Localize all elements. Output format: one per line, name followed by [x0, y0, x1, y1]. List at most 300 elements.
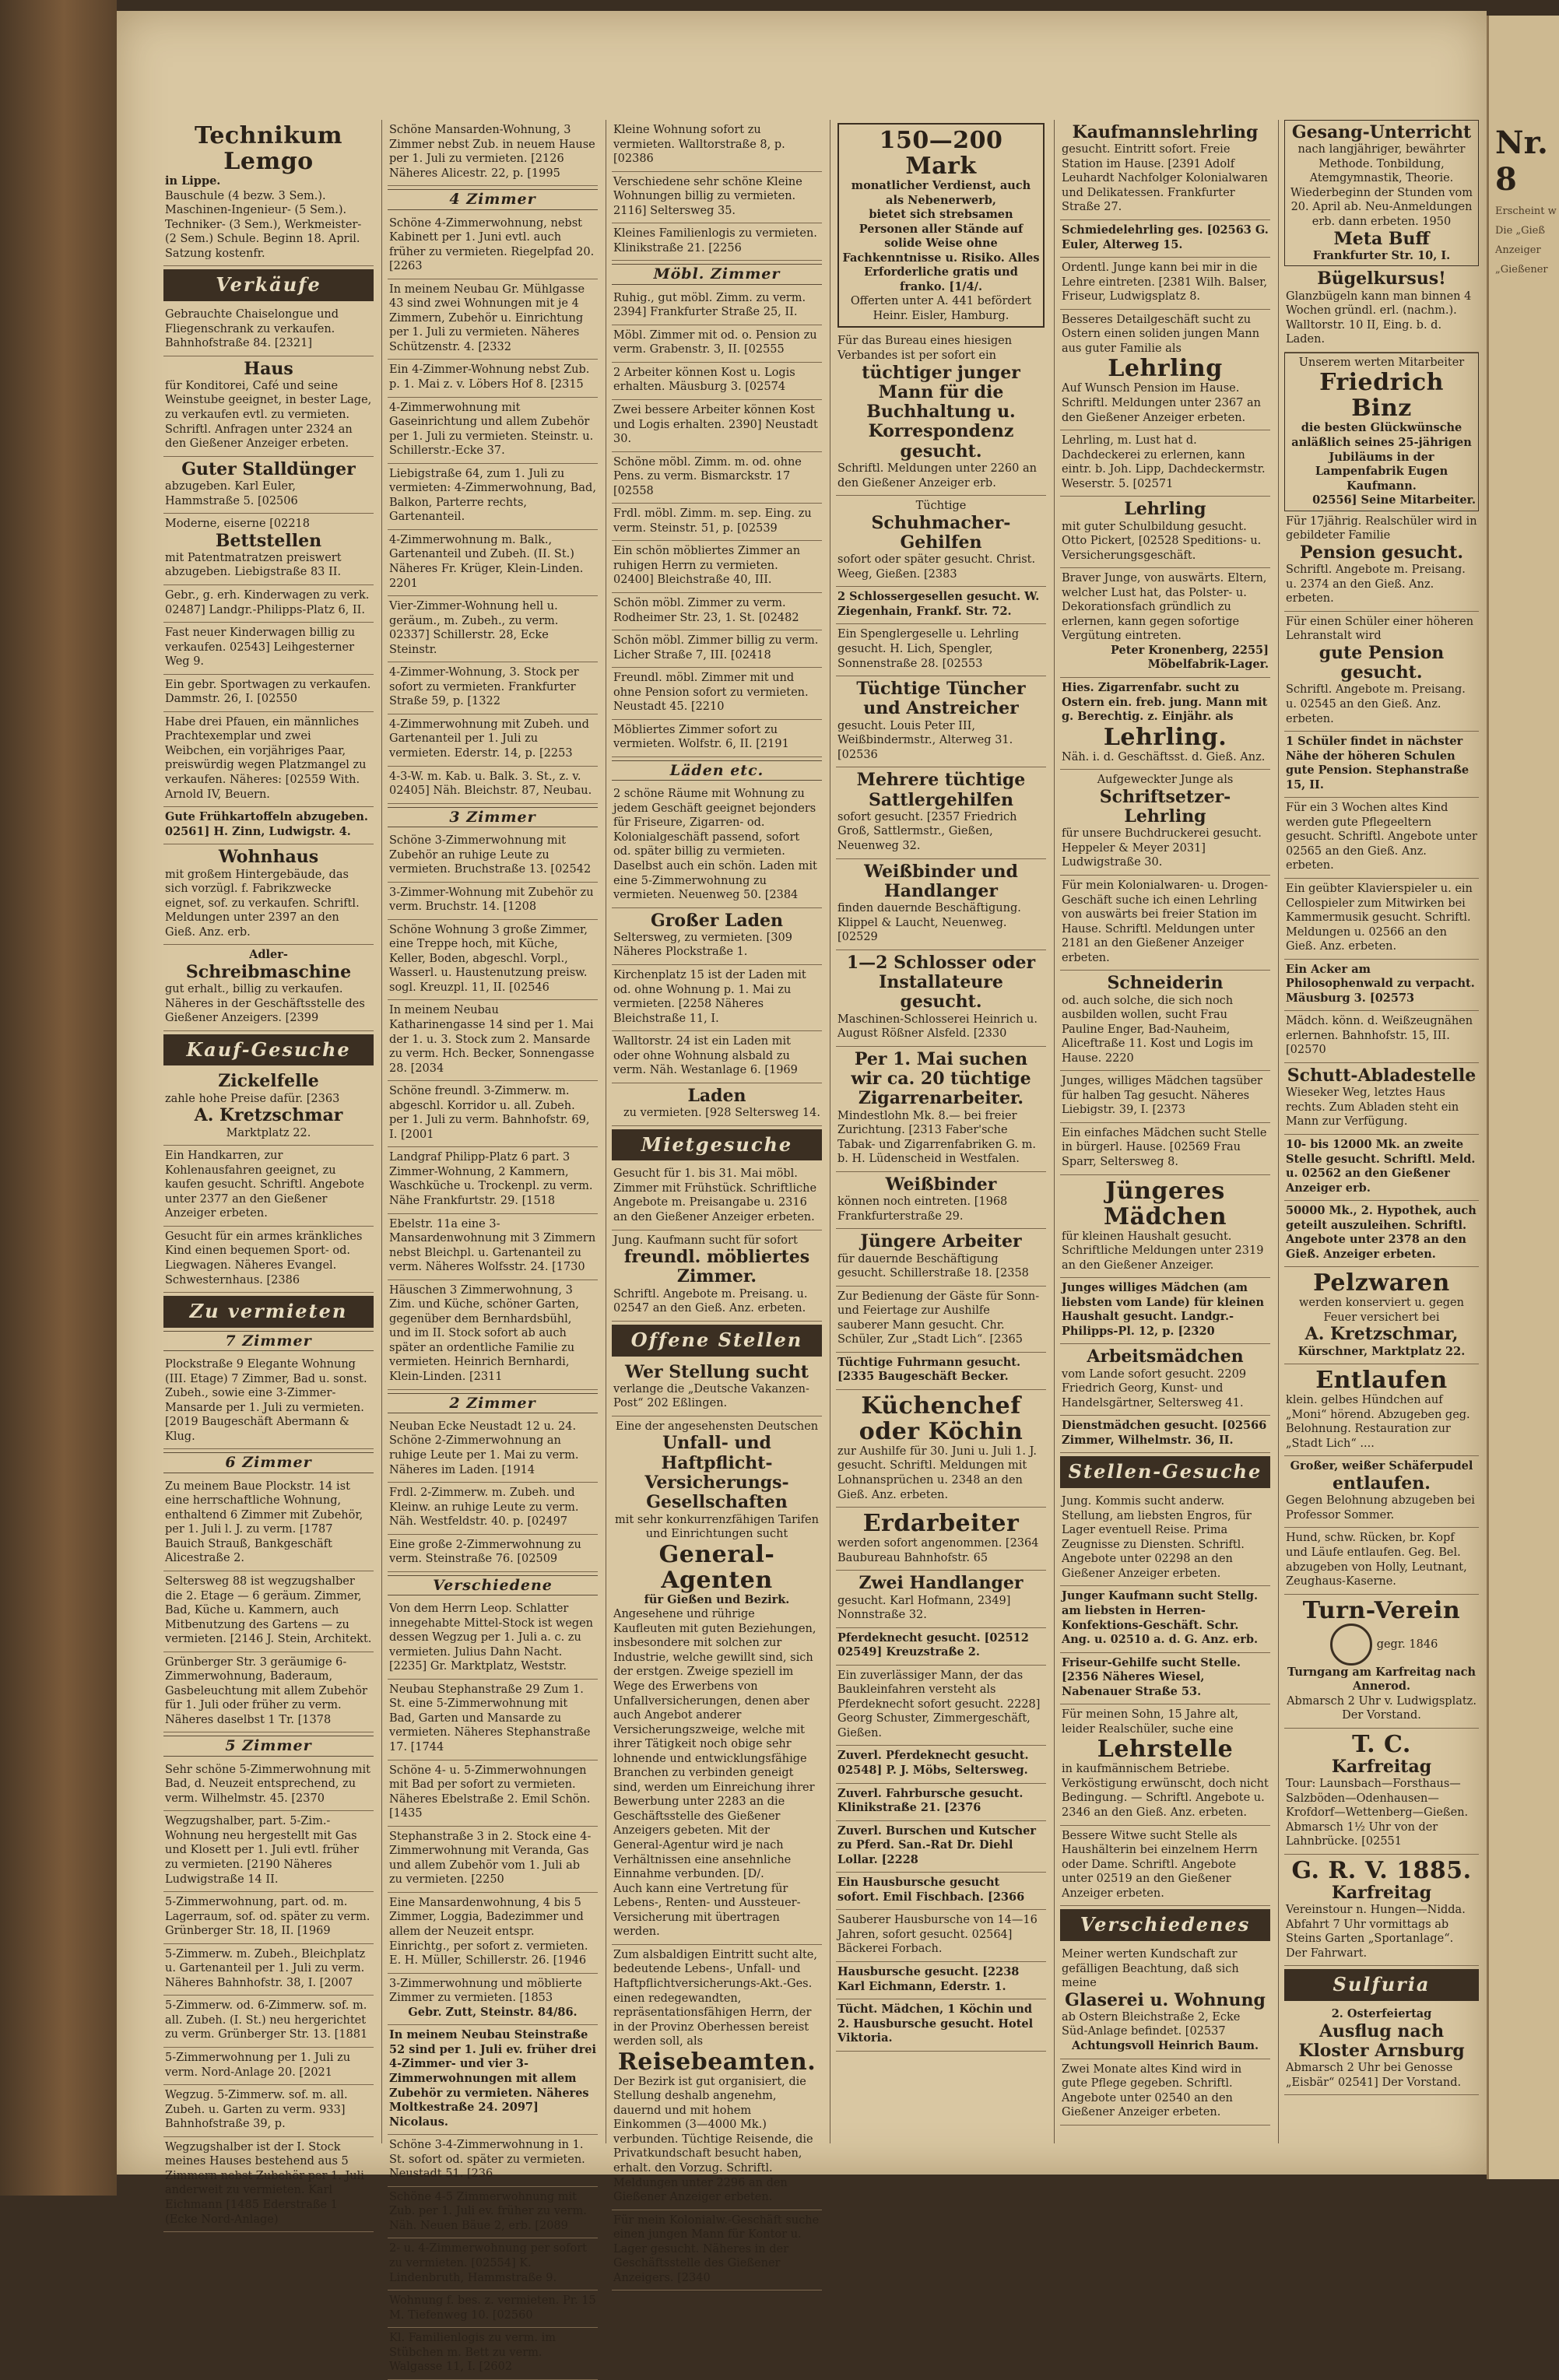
ad-wegzug-2: [163, 2085, 374, 2137]
ad-schmiedelehrling: [1060, 220, 1270, 258]
ad-sattler: [836, 767, 1046, 858]
ad-5-zimmer-d: [163, 2048, 374, 2085]
ad-body: 5-Zimmerw. od. 6-Zimmerw. sof. m. all. Zubeh. (I. St.) neu hergerichtet zu verm. Grünberger Str. 13. [1881: [165, 1999, 368, 2041]
ad-title: Wohnhaus: [218, 847, 319, 868]
ad-body: gesucht. Karl Hofmann, 2349] Nonnstraße 32.: [837, 1594, 1011, 1622]
ad-body: Sauberer Hausbursche von 14—16 Jahren, sofort gesucht. 02564] Bäckerei Forbach.: [837, 1914, 1038, 1956]
ad-title: Entlaufen: [1315, 1367, 1448, 1395]
ad-title: Per 1. Mai suchen wir ca. 20 tüchtige Zigarrenarbeiter.: [851, 1048, 1031, 1109]
ad-body: Schöne 4- u. 5-Zimmerwohnungen mit Bad per sofort zu vermieten. Näheres Ebelstraße 2. Emil Schön. [1435: [389, 1764, 591, 1820]
ad-body: Schöne möbl. Zimm. m. od. ohne Pens. zu verm. Bismarckstr. 17 [02558: [613, 455, 802, 497]
ad-schoene-4: [388, 2187, 598, 2239]
ad-body: Stephanstraße 3 in 2. Stock eine 4-Zimmerwohnung mit Veranda, Gas und allem Zubehör vom 1. Juli ab zu vermieten. [2250: [389, 1830, 592, 1887]
ad-body: Ein gebr. Sportwagen zu verkaufen. Dammstr. 26, I. [02550: [165, 678, 371, 706]
ad-balkon: [388, 360, 598, 397]
ad-ein-schoenes: [612, 541, 822, 593]
ad-kirchenplatz: [612, 965, 822, 1031]
ad-title: Weißbinder: [885, 1174, 997, 1195]
ad-body: gesucht. Louis Peter III, Weißbindermstr., Alterweg 31. [02536: [837, 719, 1013, 761]
ad-schoene-wohnung: [388, 920, 598, 1001]
ad-title: Tüchtige Tüncher und Anstreicher: [856, 679, 1026, 719]
ad-body: Häuschen 3 Zimmerwohnung, 3 Zim. und Küche, schöner Garten, gegenüber dem Bernhardsbühl, und im II. Stock sofort ab auch später an ordentliche Familie zu vermieten. Heinrich Bernhardi, Klein-Linden. [2311: [389, 1283, 579, 1383]
ad-title: Zickelfelle: [218, 1071, 319, 1092]
ad-body: Tüchtige Fuhrmann gesucht. [2335 Baugeschäft Becker.: [837, 1355, 1021, 1384]
ad-title: 1—2 Schlosser oder Installateure gesucht.: [846, 952, 1036, 1013]
ad-body: werden sofort angenommen. [2364 Baubureau Bahnhofstr. 65: [837, 1537, 1039, 1564]
ad-acker: [1284, 960, 1479, 1012]
ad-body: Schöne Wohnung 3 große Zimmer, eine Treppe hoch, mit Küche, Keller, Boden, abgeschl. Vorpl., Wasserl. u. Haustenutzung preisw. sogl. Kreuzpl. 11, II. [02546: [389, 923, 588, 994]
ad-schneiderin: [1060, 971, 1270, 1071]
ad-body: Auf Wunsch Pension im Hause. Schriftl. Meldungen unter 2367 an den Gießener Anzeiger erbeten.: [1062, 382, 1261, 424]
ad-title: gute Pension gesucht.: [1318, 642, 1445, 683]
subsection-7-zimmer: 7 Zimmer: [163, 1331, 374, 1351]
ad-title: Unfall- und Haftpflicht-Versicherungs-Gesellschaften: [644, 1433, 789, 1513]
ad-body: verlange die „Deutsche Vakanzen-Post“ 202 Eßlingen.: [613, 1382, 809, 1410]
ad-junge: [1060, 258, 1270, 310]
adjacent-line: Anzeiger: [1495, 244, 1541, 256]
ad-body: mit guter Schulbildung gesucht. Otto Pickert, [02528 Speditions- u. Versicherungsgeschäft.: [1062, 520, 1262, 562]
ad-signature: Meta Buff: [1333, 228, 1430, 249]
ad-polster: [1060, 568, 1270, 678]
ad-sulfuria: [1284, 2004, 1479, 2095]
ad-steinstr: [388, 2025, 598, 2135]
column-6: [1284, 120, 1479, 2143]
ad-title: freundl. möbliertes Zimmer.: [623, 1247, 810, 1287]
ad-kutscher: [836, 1821, 1046, 1873]
ad-zuverl-mann: [836, 1666, 1046, 1746]
ad-body: nach langjähriger, bewährter Methode. Tonbildung, Atemgymnastik, Theorie. Wiederbeginn der Stunden vom 20. April ab. Neu-Anmeldungen erb. dann erbeten. 1950: [1290, 143, 1473, 229]
ad-pferdeknecht: [836, 1628, 1046, 1666]
ad-body: Zwei Monate altes Kind wird in gute Pflege gegeben. Schriftl. Angebote unter 02540 an den Gießener Anzeiger erbeten.: [1062, 2062, 1242, 2119]
ad-kinderwagen-2: [163, 623, 374, 675]
ad-body: Schöne Mansarden-Wohnung, 3 Zimmer nebst Zub. in neuem Hause per 1. Juli zu vermieten. [2126 Näheres Alicestr. 22, p. [1995: [389, 124, 595, 180]
subsection-2-zimmer: 2 Zimmer: [388, 1393, 598, 1413]
ad-title: Glaserei u. Wohnung: [1065, 1989, 1266, 2010]
ad-bettstellen: [163, 514, 374, 585]
ad-zwei-raeume: [612, 784, 822, 907]
ad-signature: Peter Kronenberg, 2255] Möbelfabrik-Lager.: [1110, 643, 1269, 672]
ad-body: Braver Junge, von auswärts. Eltern, welcher Lust hat, das Polster- u. Dekorationsfach gründlich zu erlernen, kann gegen sofortige Vergütung eintreten.: [1062, 572, 1267, 643]
ad-body: Für das Bureau eines hiesigen Verbandes ist per sofort ein: [837, 335, 1013, 363]
ad-body: 2- u. 4-Zimmerwohnung per sofort zu vermieten. [02554] K. Lindenbruth, Hammstraße 9.: [389, 2242, 587, 2284]
ad-body: Junges williges Mädchen (am liebsten vom Lande) für kleinen Haushalt gesucht. Landgr.-Philipps-Pl. 12, p. [2320: [1062, 1281, 1265, 1338]
ad-body: Freundl. möbl. Zimmer mit und ohne Pension sofort zu vermieten. Neustadt 45. [2210: [613, 672, 809, 714]
ad-pension: [1284, 511, 1479, 612]
ad-body: können noch eintreten. [1968 Frankfurterstraße 29.: [837, 1195, 1008, 1223]
ad-4-zimmer: [388, 213, 598, 279]
ad-pension-2: [1284, 612, 1479, 732]
ad-body: Schön möbl. Zimmer zu verm. Rodheimer Str. 23, 1. St. [02482: [613, 596, 799, 624]
ad-subtitle: Großer, weißer Schäferpudel: [1290, 1459, 1473, 1473]
ad-grosse-2: [388, 1535, 598, 1572]
ad-body: Hies. Zigarrenfabr. sucht zu Ostern ein. freb. jung. Mann mit g. Berechtig. z. Einjähr. als: [1062, 681, 1268, 724]
section-banner-mietgesuche: Mietgesuche: [612, 1129, 822, 1161]
section-banner-offene-stellen: Offene Stellen: [612, 1325, 822, 1357]
ad-title: Schutt-Abladestelle: [1287, 1065, 1476, 1086]
ad-body: Gesucht für ein armes kränkliches Kind einen bequemen Sport- od. Liegwagen. Näheres Evangel. Schwesternhaus. [2386: [165, 1230, 363, 1287]
ad-body: Schriftl. Angebote m. Preisang. u. 2374 an den Gieß. Anz. erbeten.: [1286, 563, 1466, 606]
ad-gas-4: [388, 398, 598, 464]
ad-body: Zu meinem Baue Plockstr. 14 ist eine herrschaftliche Wohnung, enthaltend 6 Zimmer mit Zubehör, per 1. Juli l. J. zu verm. [1787 Bauich Strauß, Bankgeschäft Alicestraße 2.: [165, 1480, 363, 1565]
ad-body: Der Bezirk ist gut organisiert, die Stellung deshalb angenehm, dauernd und mit hohem Einkommen (3—4000 Mk.) verbunden. Tüchtige Reisende, die Privatkundschaft besucht haben, erhalt. den Vorzug. Schriftl. Meldungen unter 2296 an den Gießener Anzeiger erbeten.: [613, 2075, 813, 2204]
ad-hotel-viktoria: [836, 1999, 1046, 2052]
ad-friseur-gehilfe: [1060, 1653, 1270, 1705]
column-divider: [1054, 120, 1055, 2143]
ad-body: Für meinen Sohn, 15 Jahre alt, leider Realschüler, suche eine: [1062, 1708, 1239, 1736]
ad-body: Grünberger Str. 3 geräumige 6-Zimmerwohnung, Baderaum, Gasbeleuchtung mit allem Zubehör für 1. Juli oder früher zu verm. Näheres daselbst 1 Tr. [1378: [165, 1655, 367, 1726]
ad-glaserei: [1060, 1944, 1270, 2059]
ad-title: G. R. V. 1885.: [1291, 1856, 1472, 1884]
ad-body: Ein 4-Zimmer-Wohnung nebst Zub. p. 1. Mai z. v. Löbers Hof 8. [2315: [389, 363, 590, 391]
ad-body: werden konserviert u. gegen Feuer versichert bei: [1299, 1297, 1464, 1324]
ad-body: Zum alsbaldigen Eintritt sucht alte, bedeutende Lebens-, Unfall- und Haftpflichtversicherungs-Akt.-Ges. einen redegewandten, repräsentationsfähigen Herrn, der in der Provinz Oberhessen bereist werden soll, als: [613, 1948, 817, 2048]
ad-body: Schöne 3-4-Zimmerwohnung in 1. St. sofort od. später zu vermieten. Neustadt 51. [236: [389, 2139, 585, 2181]
ad-title: Weißbinder und Handlanger: [864, 861, 1018, 901]
ad-title: Friedrich Binz: [1319, 369, 1444, 423]
column-2: [388, 120, 598, 2374]
subsection-verschiedene: Verschiedene: [388, 1575, 598, 1595]
ad-body: Maschinen-Schlosserei Heinrich u. August Rößner Alsfeld. [2330: [837, 1013, 1038, 1041]
ad-zimmer-pr: [388, 2238, 598, 2290]
ad-title: Schriftsetzer-Lehrling: [1099, 786, 1231, 827]
ad-title: Zwei Handlanger: [859, 1573, 1024, 1594]
ad-body: Gute Frühkartoffeln abzugeben. 02561] H. Zinn, Ludwigstr. 4.: [165, 810, 368, 838]
ad-wegzug: [163, 1811, 374, 1892]
turnverein-emblem-icon: [1330, 1624, 1372, 1666]
ad-body: Kleines Familienlogis zu vermieten. Klinikstraße 21. [2256: [613, 227, 817, 254]
ad-body: Schöne 3-Zimmerwohnung mit Zubehör an ruhige Leute zu vermieten. Bruchstraße 13. [02542: [389, 834, 592, 876]
ad-body: 4-Zimmerwohnung mit Gaseinrichtung und allem Zubehör per 1. Juli zu vermieten. Steinstr. u. Schillerstr.-Ecke 37.: [389, 401, 594, 458]
ad-body: Zur Bedienung der Gäste für Sonn- und Feiertage zur Aushilfe sauberer Mann gesucht. Chr. Schüler, Zur „Stadt Lich“. [2365: [837, 1290, 1040, 1346]
ad-title: Schuhmacher-Gehilfen: [871, 512, 1011, 553]
ad-body: 3-Zimmerwohnung und möblierte Zimmer zu vermieten. [1853: [389, 1977, 582, 2005]
ad-handkarren: [163, 1146, 374, 1227]
ad-zigarrenarbeiter: [836, 1047, 1046, 1172]
ad-weissbinder: [836, 859, 1046, 950]
ad-body: mit Patentmatratzen preiswert abzugeben. Liebigstraße 83 II.: [165, 551, 342, 579]
ad-body: In meinem Neubau Gr. Mühlgasse 43 sind zwei Wohnungen mit je 4 Zimmern, Zubehör u. Einrichtung per 1. Juli zu vermieten. Näheres Schützenstr. 4. [2332: [389, 283, 585, 353]
ad-body: Turngang am Karfreitag nach Annerod.: [1287, 1665, 1476, 1694]
ad-title: Arbeitsmädchen: [1087, 1346, 1244, 1367]
ad-body: Von dem Herrn Leop. Schlatter innegehabte Mittel-Stock ist wegen dessen Wegzug per 1. Juli a. c. zu vermieten. Julius Dahn Nacht. [2235] Gr. Marktplatz, Weststr.: [389, 1602, 594, 1673]
ad-title: Großer Laden: [650, 910, 784, 931]
ad-lehrstelle: [1060, 1704, 1270, 1825]
column-5: [1060, 120, 1270, 2143]
ad-body: Bessere Witwe sucht Stelle als Haushälterin bei einzelnem Herrn oder Dame. Schriftl. Angebote unter 02519 an den Gießener Anzeiger erbeten.: [1062, 1829, 1258, 1900]
ad-zigarrenfabrik: [1060, 678, 1270, 770]
ad-body: 4-Zimmerwohnung m. Balk., Gartenanteil und Zubeh. (II. St.) Näheres Fr. Krüger, Klein-Linden. 2201: [389, 533, 584, 590]
ad-body: Neubau Stephanstraße 29 Zum 1. St. eine 5-Zimmerwohnung mit Bad, Garten und Mansarde zu vermieten. Näheres Stephanstraße 17. [1744: [389, 1683, 591, 1754]
book-binding: [0, 0, 117, 2196]
ad-lehrling-2: [1060, 497, 1270, 568]
ad-body: Walltorstr. 24 ist ein Laden mit oder ohne Wohnung alsbald zu verm. Näh. Westanlage 6. [1969: [613, 1035, 798, 1077]
ad-body: Friseur-Gehilfe sucht Stelle. [2356 Näheres Wiesel, Nabenauer Straße 53.: [1062, 1655, 1241, 1698]
column-3: [612, 120, 822, 2284]
ad-signature: 02556] Seine Mitarbeiter.: [1312, 493, 1476, 507]
ad-body: Wegzugshalber, part. 5-Zim.-Wohnung neu hergestellt mit Gas und Klosett per 1. Juli evtl. früher zu vermieten. [2190 Näheres Ludwigstraße 14 II.: [165, 1815, 359, 1886]
ad-body: Dienstmädchen gesucht. [02566 Zimmer, Wilhelmstr. 36, II.: [1062, 1419, 1267, 1447]
ad-body: Für ein 3 Wochen altes Kind werden gute Pflegeeltern gesucht. Schriftl. Angebote unter 02565 an den Gieß. Anz. erbeten.: [1286, 802, 1477, 872]
ad-body: Meiner werten Kundschaft zur gefälligen Beachtung, daß sich meine: [1062, 1947, 1239, 1990]
ad-body: Gegen Belohnung abzugeben bei Professor Sommer.: [1286, 1494, 1475, 1522]
ad-body: 2 schöne Räume mit Wohnung zu jedem Geschäft geeignet bejonders für Friseure, Zigarren- od. Kolonialgeschäft passend, sofort od. später billig zu vermieten. Daselbst auch ein schön. Laden mit eine 5-Zimmerwohnung zu vermieten. Neuenweg 50. [2384: [613, 788, 817, 902]
ad-ebelstr: [388, 1214, 598, 1280]
ad-juengeres-maedchen: [1060, 1175, 1270, 1279]
ad-body: Kleine Wohnung sofort zu vermieten. Walltorstraße 8, p. [02386: [613, 124, 785, 166]
ad-kl-familie: [612, 223, 822, 261]
ad-seltersweg: [163, 1571, 374, 1652]
ad-lessing: [388, 1599, 598, 1680]
ad-body: Junger Kaufmann sucht Stellg. am liebsten in Herren-Konfektions-Geschäft. Schr. Ang. u. 02510 a. d. G. Anz. erb.: [1062, 1589, 1259, 1647]
ad-5-zimmer: [163, 1760, 374, 1812]
ad-body: Wohnung f. bes. z. vermieten. Pr. 15 M. Tiefenweg 10. [02560: [389, 2294, 596, 2322]
ad-kind: [163, 1227, 374, 1293]
ad-body: 2 Arbeiter können Kost u. Logis erhalten. Mäusburg 3. [02574: [613, 366, 795, 394]
ad-schlosser: [836, 587, 1046, 624]
ad-body: finden dauernde Beschäftigung. Klippel & Laucht, Neuenweg. [02529: [837, 902, 1021, 944]
ad-title: Bettstellen: [215, 530, 322, 551]
ad-address: Frankfurter Str. 10, I.: [1312, 248, 1451, 262]
ad-body: Möbliertes Zimmer sofort zu vermieten. Wolfstr. 6, II. [2191: [613, 723, 789, 751]
ad-body: Ein Spenglergeselle u. Lehrling gesucht. H. Lich, Spengler, Sonnenstraße 28. [02553: [837, 628, 1020, 670]
ad-muehlgasse: [388, 279, 598, 360]
ad-body: zur Aushilfe für 30. Juni u. Juli 1. J. gesucht. Schriftl. Meldungen mit Lohnansprüchen u. 2348 an den Gieß. Anz. erbeten.: [837, 1444, 1037, 1501]
ad-stephan-3: [388, 1827, 598, 1893]
ad-body: zahle hohe Preise dafür. [2363: [165, 1092, 340, 1105]
ad-body: 5-Zimmerwohnung per 1. Juli zu verm. Nord-Anlage 20. [2021: [165, 2052, 351, 2079]
ad-title: Gesang-Unterricht: [1291, 122, 1472, 142]
ad-verschiedene: [612, 172, 822, 224]
ad-hypothek-2: [1284, 1201, 1479, 1267]
ad-kl-familie: [388, 2328, 598, 2380]
ad-schlosser-installateure: [836, 950, 1046, 1047]
section-banner-stellen-gesuche: Stellen-Gesuche: [1060, 1456, 1270, 1488]
ad-hund: [1284, 1528, 1479, 1594]
ad-body: Wieseker Weg, letztes Haus rechts. Zum Abladen steht ein Mann zur Verfügung.: [1286, 1086, 1459, 1129]
ad-title: Küchenchef oder Köchin: [859, 1392, 1024, 1445]
ad-body: Jung. Kommis sucht anderw. Stellung, am liebsten Engros, für Lager eventuell Reise. Prima Zeugnisse zu Diensten. Schriftl. Angebote unter 02298 an den Gießener Anzeiger erbeten.: [1062, 1495, 1252, 1580]
subsection-3-zimmer: 3 Zimmer: [388, 807, 598, 827]
ad-kontor: [612, 2210, 822, 2291]
ad-signature: A. Kretzschmar: [194, 1105, 343, 1126]
ad-subtitle: Tüchtige: [915, 500, 967, 513]
ad-body: Abmarsch 2 Uhr v. Ludwigsplatz. Der Vorstand.: [1287, 1694, 1476, 1722]
ad-5-zimmer-b: [163, 1944, 374, 1996]
ad-body: mit sehr konkurrenzfähigen Tarifen und Einrichtungen sucht: [615, 1513, 819, 1541]
ad-subtitle: für Gießen und Bezirk.: [644, 1592, 790, 1606]
ad-body: Hund, schw. Rücken, br. Kopf und Läufe entlaufen. Geg. Bel. abzugeben von Holly, Leutnant, Zeughaus-Kaserne.: [1286, 1532, 1467, 1588]
ad-schaeferpudel: [1284, 1456, 1479, 1528]
section-banner-verschiedenes: Verschiedenes: [1060, 1909, 1270, 1941]
ad-5-zimmer-a: [163, 1892, 374, 1944]
ad-body: In meinem Neubau Katharinengasse 14 sind per 1. Mai der 1. u. 3. Stock zum 2. Mansarde zu verm. Hch. Becker, Sonnengasse 28. [2034: [389, 1004, 595, 1075]
ad-ebelstr-2: [388, 1760, 598, 1827]
ad-schoen: [612, 593, 822, 630]
ad-body: Abmarsch 2 Uhr bei Genosse „Eisbär“ 02541] Der Vorstand.: [1286, 2062, 1462, 2089]
ad-haeuschen: [388, 1280, 598, 1390]
ad-freundl: [612, 668, 822, 720]
ad-title: Lehrling.: [1103, 723, 1227, 751]
ad-hausbursche-1: [836, 1873, 1046, 1910]
ad-handlanger: [836, 1571, 1046, 1627]
ad-body: Aufgeweckter Junge als: [1097, 774, 1234, 787]
ad-grv: [1284, 1855, 1479, 1966]
ad-title: Mehrere tüchtige Sattlergehilfen: [856, 770, 1026, 810]
ad-body: Schön möbl. Zimmer billig zu verm. Licher Straße 7, III. [02418: [613, 634, 819, 662]
ad-body: Ordentl. Junge kann bei mir in die Lehre eintreten. [2381 Wilh. Balser, Friseur, Ludwigsplatz 8.: [1062, 262, 1268, 304]
ad-schuhmacher: [836, 496, 1046, 587]
ad-signature: A. Kretzschmar,: [1304, 1324, 1459, 1345]
ad-title: 150—200 Mark: [879, 127, 1003, 180]
ad-frankfurter: [388, 662, 598, 714]
ad-body: Angesehene und rührige Kaufleuten mit guten Beziehungen, insbesondere mit solchen zur Industrie, welche gewillt sind, sich der erstgen. Zweige speziell im Wege des Erwerbens von Unfallversicherungen, denen aber auch Angebot anderer Versicherungszweige, welche mit ihrer Tätigkeit noch obige sehr lohnende und entwicklungsfähige Branchen zu verbinden geneigt sind, werden um Einreichung ihrer Bewerbung unter 2283 an die Geschäftsstelle des Gießener Anzeigers gebeten. Mit der General-Agentur wird je nach Verhältnissen eine ansehnliche Einnahme verbunden. [D/.: [613, 1608, 816, 1881]
ad-title: tüchtiger junger Mann für die Buchhaltung u. Korrespondenz gesucht.: [862, 362, 1020, 462]
ad-body: Seltersweg 88 ist wegzugshalber die 2. Etage — 6 geräum. Zimmer, Bad, Küche u. Kammern, auch Mitbenutzung des Gartens — zu vermieten. [2146 J. Stein, Architekt.: [165, 1574, 372, 1646]
ad-3-zimmer: [388, 830, 598, 883]
ad-150-200-mark: [837, 123, 1045, 328]
ad-body: Für mein Kolonialw.-Geschäft suche einen jungen Mann für Kontor u. Lager gesucht. Näheres in der Geschäftsstelle des Gießener Anzeigers. [2340: [613, 2213, 820, 2284]
ad-mansarde-2: [388, 1893, 598, 1974]
ad-body: 4-Zimmerwohnung mit Zubeh. und Gartenanteil per 1. Juli zu vermieten. Ederstr. 14, p. [2253: [389, 718, 589, 760]
ad-body: Eine Mansardenwohnung, 4 bis 5 Zimmer, Loggia, Badezimmer und allem der Neuzeit entspr. Einrichtg., per sofort z. vermieten. E. H. Müller, Schillerstr. 26. [1946: [389, 1896, 588, 1968]
ad-body: Pferdeknecht gesucht. [02512 02549] Kreuzstraße 2.: [837, 1631, 1029, 1659]
ad-body: Ein Handkarren, zur Kohlenausfahren geeignet, zu kaufen gesucht. Schriftl. Angebote unter 2377 an den Gießener Anzeiger erbeten.: [165, 1150, 364, 1220]
ad-body: Besseres Detailgeschäft sucht zu Ostern einen soliden jungen Mann aus guter Familie als: [1062, 313, 1260, 355]
ad-schueler: [1284, 732, 1479, 798]
ad-pflegeeltern: [1284, 798, 1479, 879]
ad-moebl-1: [612, 325, 822, 363]
ad-kaufmannslehrling: [1060, 120, 1270, 220]
ad-entlaufen: [1284, 1364, 1479, 1456]
ad-body: Plockstraße 9 Elegante Wohnung (III. Etage) 7 Zimmer, Bad u. sonst. Zubeh., sowie eine 3-Zimmer-Mansarde per 1. Juli zu vermieten. [2019 Baugeschäft Abermann & Klug.: [165, 1358, 367, 1443]
ad-body: Näh. i. d. Geschäftsst. d. Gieß. Anz.: [1062, 750, 1266, 763]
ad-schoene-2: [388, 1081, 598, 1147]
ad-subtitle: Adler-: [249, 948, 288, 962]
ad-signature: Achtungsvoll Heinrich Baum.: [1072, 2039, 1259, 2053]
ad-arbeiter: [612, 363, 822, 400]
ad-body: Gebr., g. erh. Kinderwagen zu verk. 02487] Landgr.-Philipps-Platz 6, II.: [165, 589, 370, 616]
ad-subtitle: Karfreitag: [1331, 1756, 1432, 1777]
ad-title: Schreibmaschine: [185, 961, 352, 982]
ad-title: Ausflug nach Kloster Arnsburg: [1298, 2020, 1465, 2061]
ad-kommis: [1060, 1491, 1270, 1586]
ad-body: 2 Schlossergesellen gesucht. W. Ziegenhain, Frankf. Str. 72.: [837, 590, 1040, 618]
ad-subtitle: [1286, 1624, 1477, 1666]
ad-kleine-wohnung: [612, 120, 822, 172]
ad-body: Fast neuer Kinderwagen billig zu verkaufen. 02543] Leihgesterner Weg 9.: [165, 627, 356, 669]
ad-pelzwaren: [1284, 1267, 1479, 1364]
ad-title: Jüngere Arbeiter: [860, 1231, 1022, 1252]
section-banner-zu-vermieten: Zu vermieten: [163, 1296, 374, 1328]
ad-kind-pflege: [1060, 2059, 1270, 2126]
ad-gesucht: [612, 1164, 822, 1230]
ad-body: Zuverl. Fahrbursche gesucht. Klinikstraße 21. [2376: [837, 1786, 1024, 1815]
ad-body: Mindestlohn Mk. 8.— bei freier Zurichtung. [2313 Faber'sche Tabak- und Zigarrenfabriken G. m. b. H. Lüdenscheid in Westfalen.: [837, 1109, 1036, 1166]
ad-fuhrmann: [836, 1353, 1046, 1390]
ad-body: Für 17jährig. Realschüler wird in gebildeter Familie: [1286, 514, 1477, 542]
ad-title: Jüngeres Mädchen: [1103, 1177, 1227, 1230]
ad-wohnhaus: [163, 844, 374, 945]
ad-wegzug-3: [163, 2137, 374, 2232]
ad-body: gut erhalt., billig zu verkaufen. Näheres in der Geschäftsstelle des Gießener Anzeigers. [2399: [165, 983, 365, 1025]
ad-body: Lehrling, m. Lust hat d. Dachdeckerei zu erlernen, kann eintr. b. Joh. Lipp, Dachdeckermstr. Weserstr. 5. [02571: [1062, 434, 1266, 490]
ad-chaiselongue: [163, 304, 374, 356]
ad-body: Schöne freundl. 3-Zimmerw. m. abgeschl. Korridor u. all. Zubeh. per 1. Juli zu verm. Bahnhofstr. 69, I. [2001: [389, 1085, 590, 1141]
ad-liebig: [388, 464, 598, 530]
ad-body: sofort gesucht. [2357 Friedrich Groß, Sattlermstr., Gießen, Neuenweg 32.: [837, 810, 1017, 853]
ad-body: 5-Zimmerwohnung, part. od. m. Lagerraum, sof. od. später zu verm. Grünberger Str. 18, II. [1969: [165, 1896, 370, 1938]
ad-body: Hausbursche gesucht. [2238 Karl Eichmann, Ederstr. 1.: [837, 1965, 1020, 1993]
ad-body: Zwei bessere Arbeiter können Kost und Logis erhalten. 2390] Neustadt 30.: [613, 403, 818, 446]
ad-schutt: [1284, 1063, 1479, 1135]
ad-body: Verschiedene sehr schöne Kleine Wohnungen billig zu vermieten. 2116] Seltersweg 35.: [613, 175, 802, 217]
ad-body: od. auch solche, die sich noch ausbilden wollen, sucht Frau Pauline Enger, Bad-Nauheim, Aliceftraße 11. Kost und Logis im Hause. 2220: [1062, 994, 1254, 1065]
newspaper-page: [117, 11, 1487, 2374]
ad-schoen-2: [612, 630, 822, 668]
ad-landgraf: [388, 1147, 598, 1213]
ad-subtitle: in Lippe.: [165, 174, 221, 188]
ad-grosser-laden: [612, 908, 822, 965]
ad-body: Glanzbügeln kann man binnen 4 Wochen gründl. erl. (nachm.). Walltorstr. 10 II, Eing. b. d. Laden.: [1286, 290, 1472, 346]
ad-body: Für einen Schüler einer höheren Lehranstalt wird: [1286, 615, 1474, 643]
ad-moebliertes: [612, 720, 822, 757]
ad-wohnung: [388, 2290, 598, 2328]
ad-juengere-arbeiter: [836, 1229, 1046, 1286]
ad-body: In meinem Neubau Steinstraße 52 sind per 1. Juli ev. früher drei 4-Zimmer- und vier 3-Zimmerwohnungen mit allem Zubehör zu vermieten. Näheres Moltkestraße 24. 2097] Nicolaus.: [389, 2028, 597, 2129]
ad-body: Neuban Ecke Neustadt 12 u. 24. Schöne 2-Zimmerwohnung an ruhige Leute per 1. Mai zu verm. Näheres im Laden. [1914: [389, 1420, 579, 1476]
subsection-laeden: Läden etc.: [612, 760, 822, 781]
ad-stallduenger: [163, 457, 374, 514]
ad-title: Wer Stellung sucht: [625, 1361, 809, 1382]
ad-body: Landgraf Philipp-Platz 6 part. 3 Zimmer-Wohnung, 2 Kammern, Waschküche u. Trockenpl. zu verm. Nähe Frankfurtstr. 29. [1518: [389, 1151, 593, 1207]
ad-subtitle: monatlicher Verdienst, auch als Nebenerwerb,: [851, 179, 1031, 207]
ad-address: Kürschner, Marktplatz 22.: [1297, 1344, 1466, 1358]
ad-title: Kaufmannslehrling: [1072, 122, 1259, 142]
ad-kolonial-lehrling: [1060, 876, 1270, 971]
ad-neubau: [388, 1680, 598, 1760]
ad-arbeitsmaedchen: [1060, 1344, 1270, 1416]
ad-tc: [1284, 1729, 1479, 1855]
ad-bedienung: [836, 1287, 1046, 1353]
ad-weissbinder-2: [836, 1172, 1046, 1229]
ad-gasbel: [388, 714, 598, 767]
ad-body: Frdl. 2-Zimmerw. m. Zubeh. und Kleinw. an ruhige Leute zu verm. Näh. Westfeldstr. 40. p. [02497: [389, 1487, 579, 1529]
ad-lehrling: [1060, 310, 1270, 430]
ad-body: Junges, williges Mädchen tagsüber für halben Tag gesucht. Näheres Liebigstr. 39, I. [2373: [1062, 1075, 1262, 1117]
ad-body: für unsere Buchdruckerei gesucht. Heppeler & Meyer 2031] Ludwigstraße 30.: [1062, 827, 1262, 869]
ad-body: Eine der angesehensten Deutschen: [615, 1420, 819, 1433]
ad-body: Offerten unter A. 441 befördert Heinr. Eisler, Hamburg.: [850, 295, 1032, 322]
ad-body: Ein zuverlässiger Mann, der das Baukleinfahren versteht als Pferdeknecht sofort gesucht. 2228] Georg Schuster, Zimmergeschäft, Gießen.: [837, 1669, 1041, 1739]
turnverein-name: Turn-Verein: [1302, 1596, 1461, 1624]
ad-adler: [163, 945, 374, 1030]
ad-body: Schriftl. Angebote m. Preisang. u. 02545 an den Gieß. Anz. erbeten.: [1286, 683, 1466, 725]
ad-body: Vereinstour n. Hungen—Nidda. Abfahrt 7 Uhr vormittags ab Steins Garten „Sportanlage“. Der Fahrwart.: [1286, 1904, 1466, 1960]
ad-title: [1286, 1598, 1477, 1624]
ad-body: Mädch. könn. d. Weißzeugnähen erlernen. Bahnhofstr. 15, III. [02570: [1286, 1015, 1473, 1057]
ad-body: Schöne 4-Zimmerwohnung, nebst Kabinett per 1. Juni evtl. auch früher zu vermieten. Riegelpfad 20. [2263: [389, 216, 595, 273]
ad-title: Lehrstelle: [1097, 1736, 1234, 1764]
ad-body: Gebrauchte Chaiselongue und Fliegenschrank zu verkaufen. Bahnhofstraße 84. [2321]: [165, 308, 339, 350]
ad-subtitle: 2. Osterfeiertag: [1331, 2007, 1432, 2021]
ad-title: Laden: [687, 1085, 746, 1106]
ad-dienstmaedchen: [1060, 1416, 1270, 1453]
ad-body: Jung. Kaufmann sucht für sofort: [613, 1234, 798, 1247]
ad-body: für Konditorei, Café und seine Weinstube geeignet, in bester Lage, zu verkaufen evtl. zu vermieten. Schriftl. Anfragen unter 2324 an den Gießener Anzeiger erbeten.: [165, 379, 372, 451]
ad-frdl-2: [388, 1483, 598, 1535]
ad-body: 1 Schüler findet in nächster Nähe der höheren Schulen gute Pension. Stephanstraße 15, II.: [1286, 735, 1469, 792]
adjacent-page-title: Nr. 8: [1495, 125, 1548, 198]
